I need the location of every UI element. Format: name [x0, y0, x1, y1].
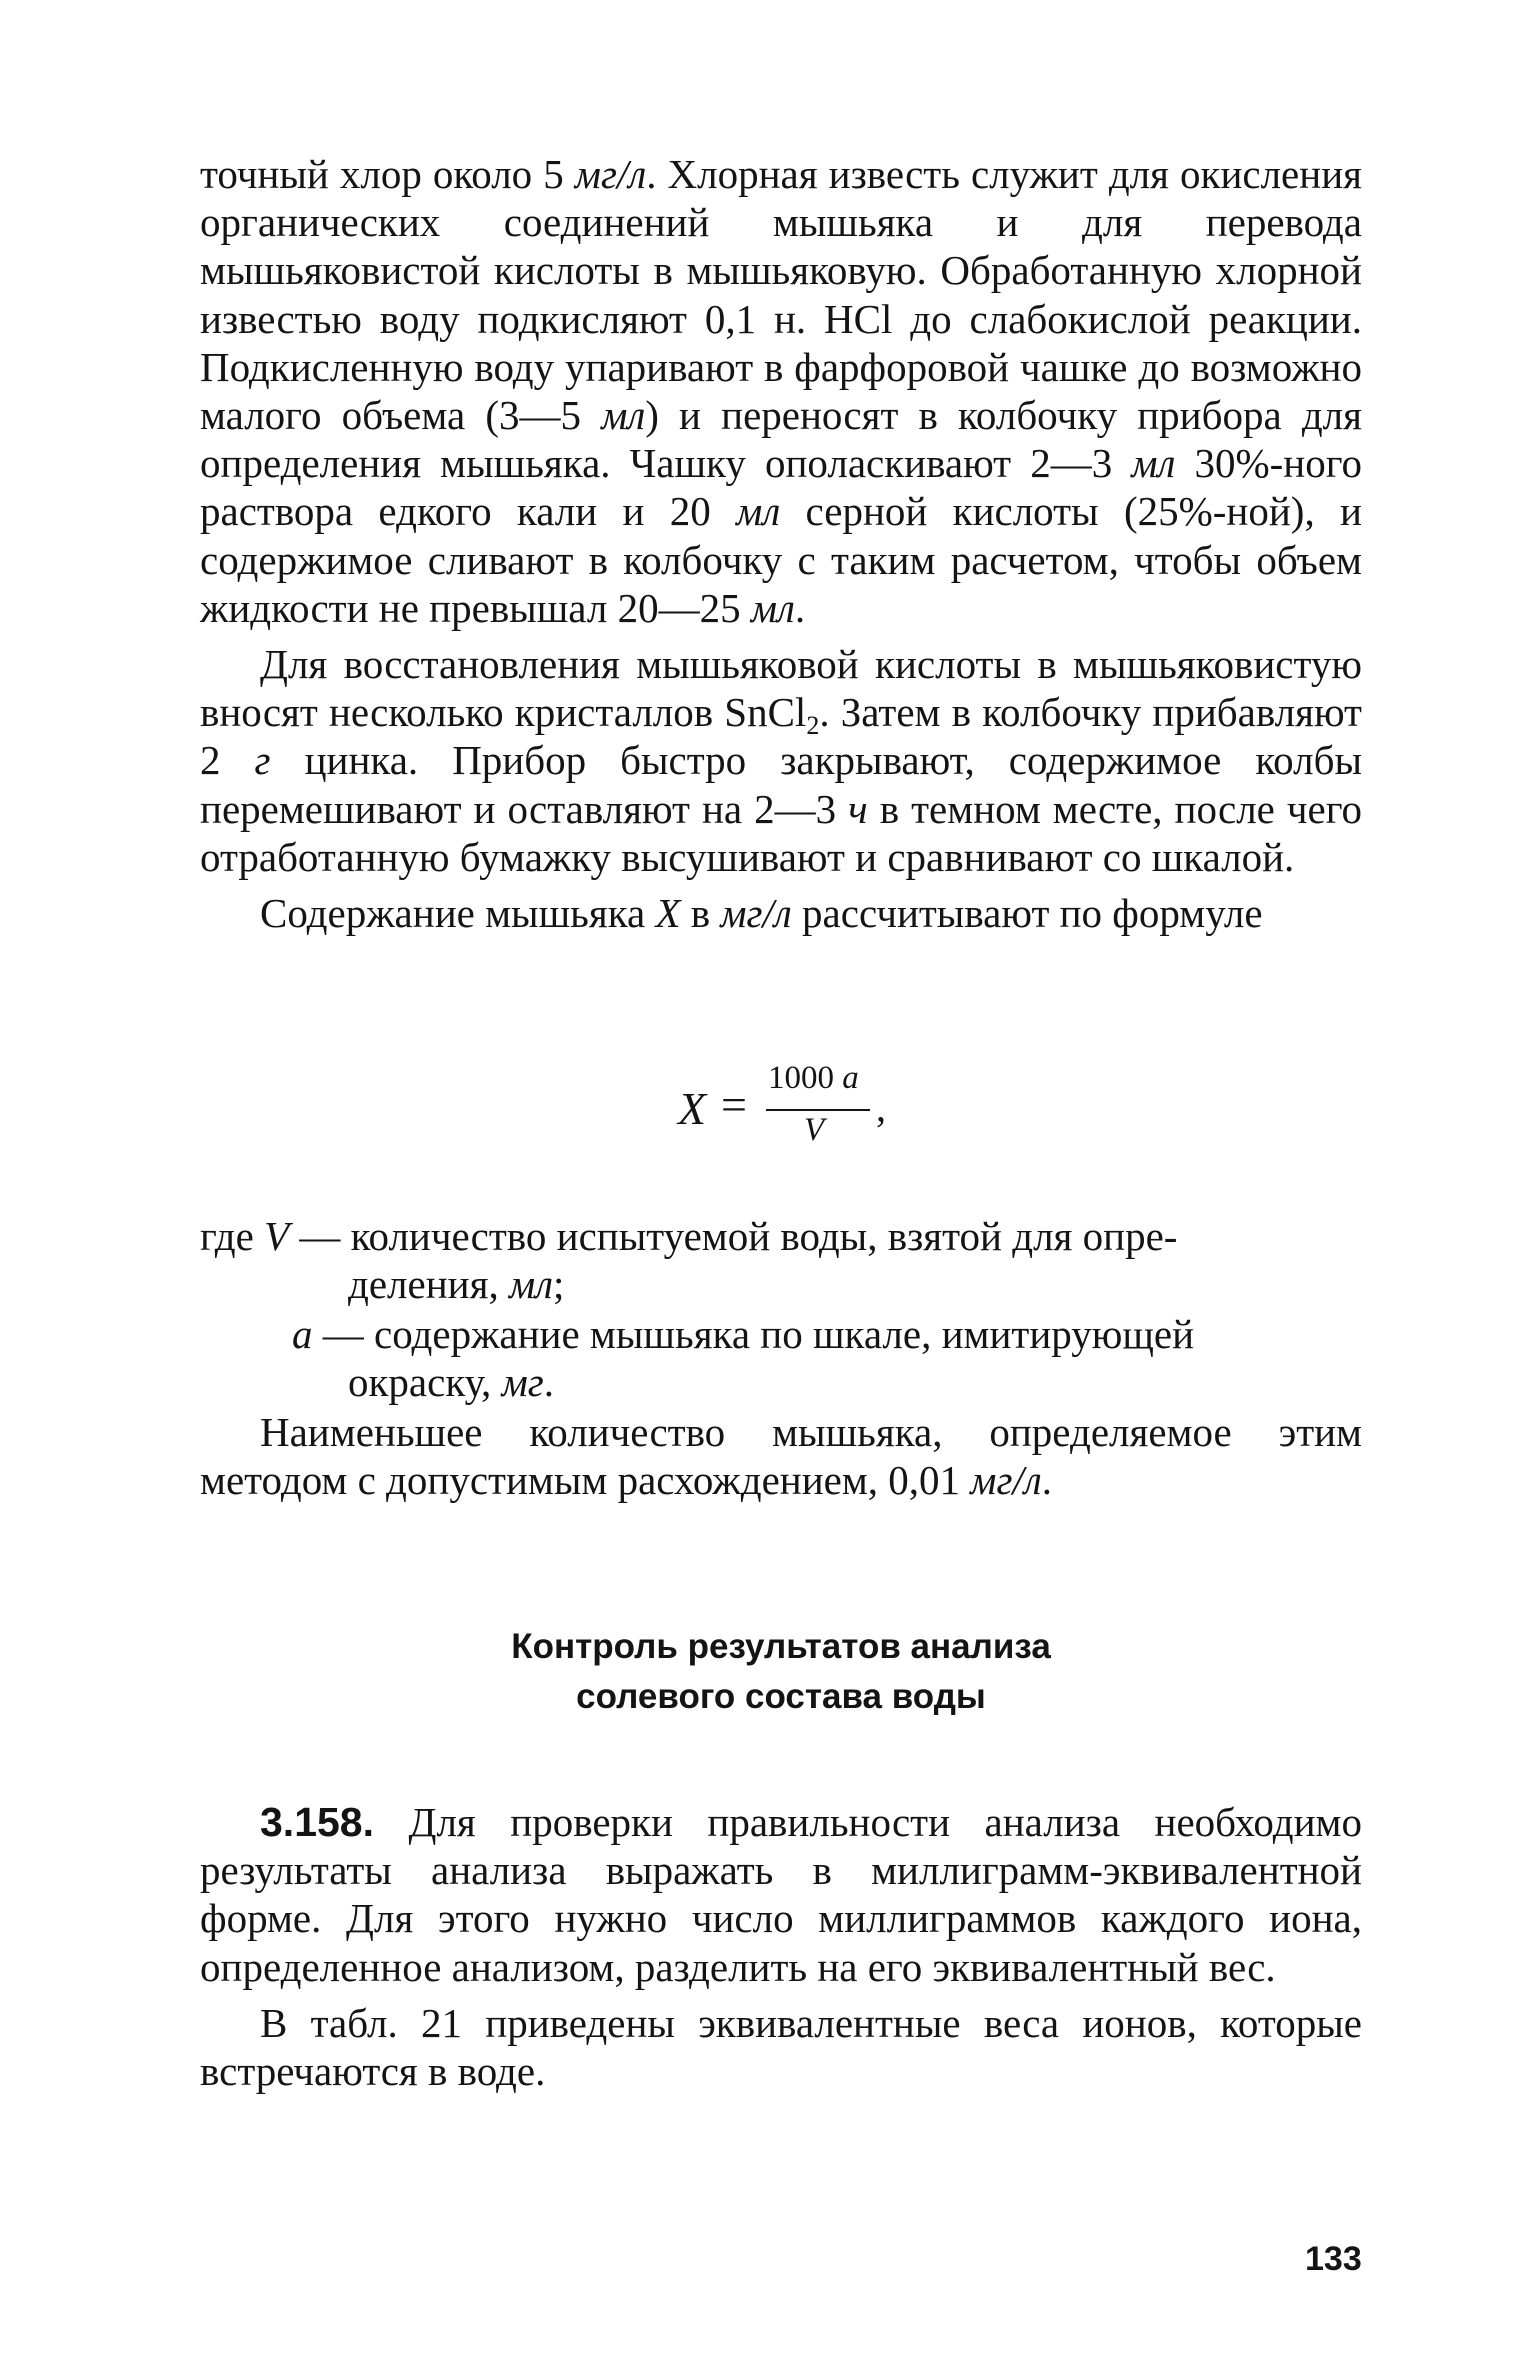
main-text-top [200, 150, 1362, 937]
section-heading [200, 1622, 1362, 1722]
main-text-middle [200, 1408, 1362, 1504]
arsenic-formula [678, 1060, 978, 1150]
page-number: 133 [1305, 2240, 1362, 2278]
fraction-bar [766, 1109, 870, 1111]
formula-denominator: V [804, 1112, 825, 1148]
formula-numerator: 1000 a [768, 1060, 859, 1096]
paragraph-arsenic-oxidation: точный хлор около 5 мг/л. Хлорная известь служит для окисления органических соединений мышьяка и для перевода мышьяковистой кислоты в мышьяковую. Обработанную хлорной известью воду подкисляют 0,1 н. HCl до слабокислой реакции. Подкисленную воду упаривают в фарфоровой чашке до возможно малого объема (3—5 мл) и переносят в колбочку прибора для определения мышьяка. Чашку ополаскивают 2—3 мл 30%-ного раствора едкого кали и 20 мл серной кислоты (25%-ной), и содержимое сливают в колбочку с таким расчетом, чтобы объем жидкости не превышал 20—25 мл. [200, 151, 1362, 631]
paragraph-3-158: 3.158. Для проверки правильности анализа необходимо результаты анализа выражать в миллиграмм-эквивалентной форме. Для этого нужно число миллиграммов каждого иона, определенное анализом, разделить на его эквивалентный вес. [200, 1799, 1362, 1990]
definition-v: где V — количество испытуемой воды, взятой для опре- деления, мл; [200, 1213, 1178, 1308]
formula-comma: , [876, 1085, 886, 1130]
definition-a: a — содержание мышьяка по шкале, имитирующей окраску, мг. [292, 1311, 1195, 1406]
main-text-bottom [200, 1798, 1362, 2095]
paragraph-formula-intro: Содержание мышьяка X в мг/л рассчитывают по формуле [260, 890, 1263, 937]
formula-lhs: X [678, 1083, 707, 1134]
heading-line-1: Контроль результатов анализа [511, 1627, 1051, 1666]
paragraph-number: 3.158. [260, 1799, 374, 1845]
paragraph-reduction: Для восстановления мышьяковой кислоты в мышьяковистую вносят несколько кристаллов SnCl$_2$. Затем в колбочку прибавляют 2 г цинка. Прибор быстро закрывают, содержимое колбы перемешивают и оставляют на 2—3 ч в темном месте, после чего отработанную бумажку высушивают и сравнивают со шкалой. [200, 641, 1363, 880]
paragraph-table-ref: В табл. 21 приведены эквивалентные веса ионов, которые встречаются в воде. [200, 1999, 1362, 2095]
heading-line-2: солевого состава воды [576, 1677, 986, 1716]
formula-equals: = [721, 1079, 747, 1130]
paragraph-detection-limit: Наименьшее количество мышьяка, определяемое этим методом с допустимым расхождением, 0,01 мг/л. [200, 1409, 1362, 1504]
